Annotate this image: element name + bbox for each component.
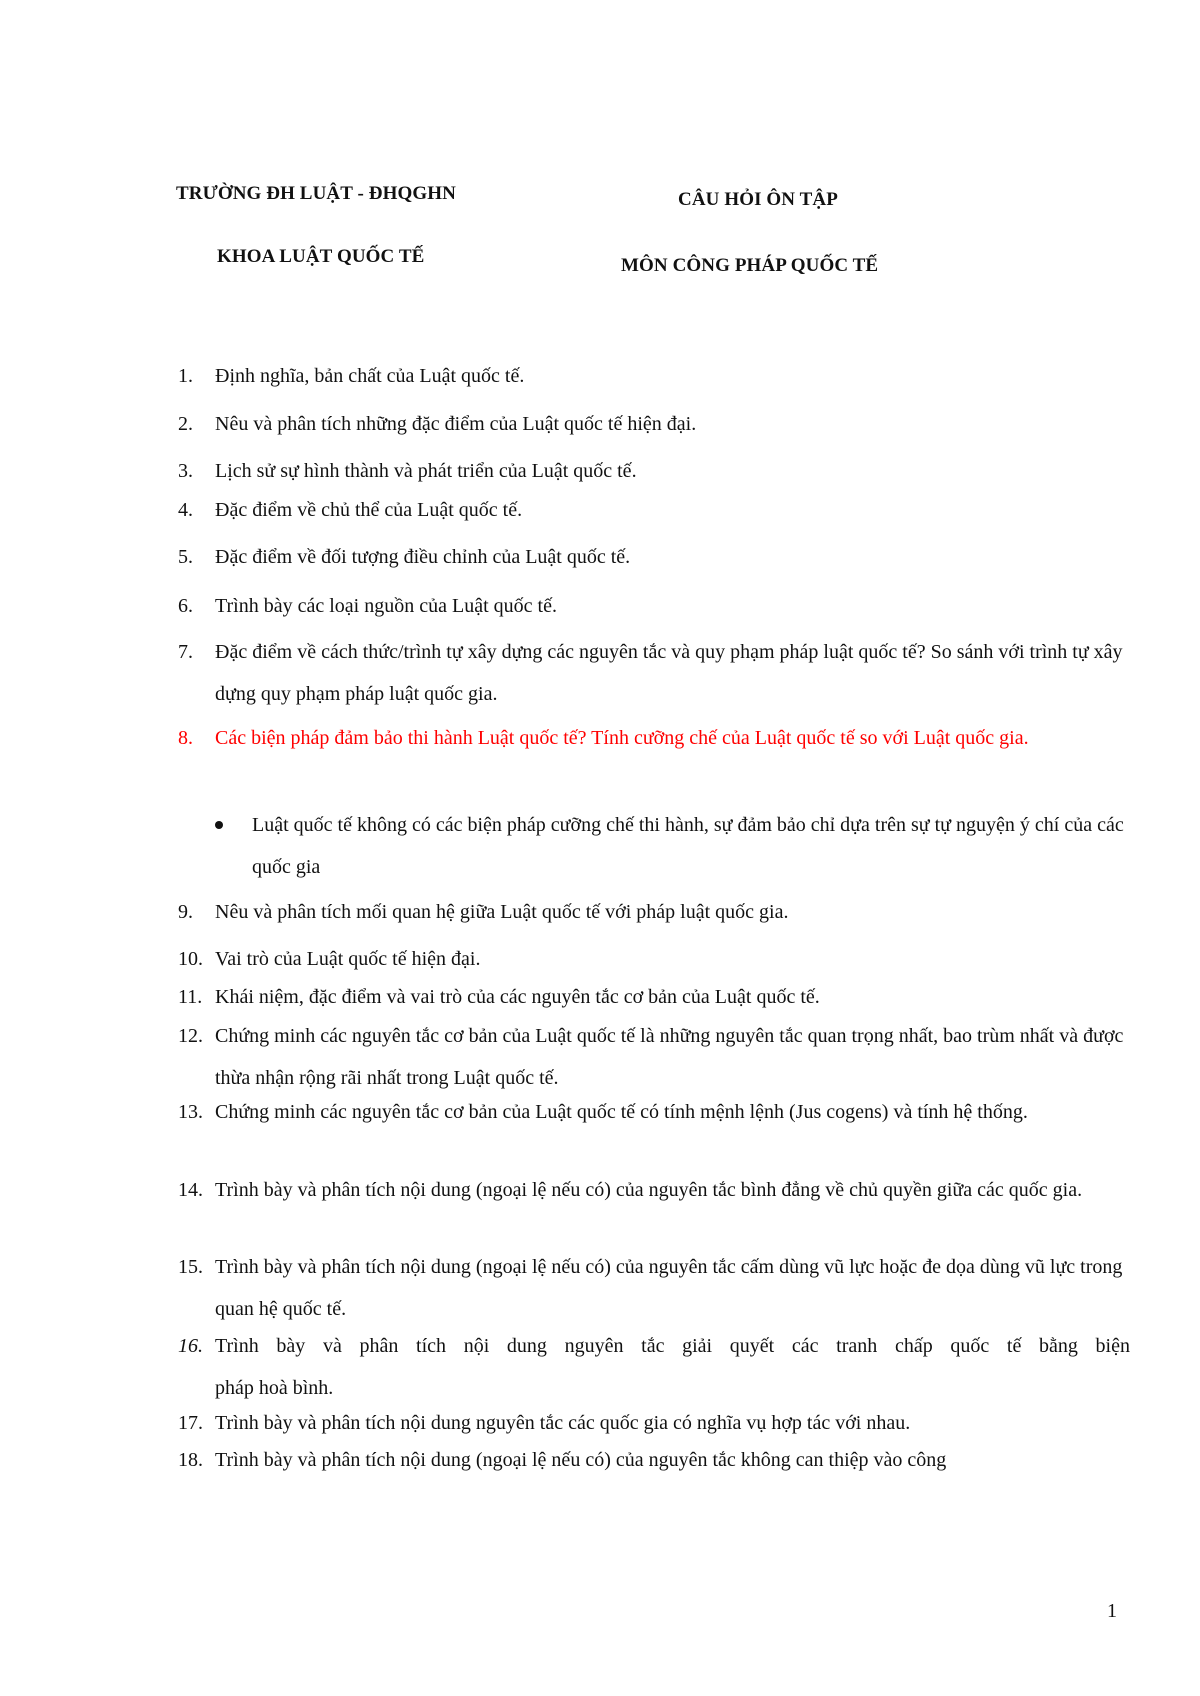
question-item [178,1015,1130,1099]
question-number: 8. [178,727,193,749]
question-item [178,1169,1130,1211]
answer-text: Luật quốc tế không có các biện pháp cưỡng chế thi hành, sự đảm bảo chỉ dựa trên sự tự nguyện ý chí của các quốc gia [252,814,1124,878]
question-text: Các biện pháp đảm bảo thi hành Luật quốc tế? Tính cưỡng chế của Luật quốc tế so với Luật quốc gia. [215,727,1029,749]
question-number: 4. [178,499,193,521]
question-number: 15. [178,1256,203,1278]
question-text: Trình bày và phân tích nội dung nguyên tắc giải quyết các tranh chấp quốc tế bằng biện [215,1335,1130,1357]
question-number: 1. [178,365,193,387]
question-item [178,938,1130,980]
question-item-highlighted [178,717,1130,759]
question-text: Trình bày các loại nguồn của Luật quốc tế. [215,595,557,617]
question-item [178,976,1130,1018]
question-item [178,891,1130,933]
question-number: 13. [178,1101,203,1123]
question-item [178,355,1130,397]
question-text: Vai trò của Luật quốc tế hiện đại. [215,948,481,970]
question-item [178,631,1130,715]
page-number: 1 [1107,1600,1117,1622]
question-text: Trình bày và phân tích nội dung (ngoại lệ nếu có) của nguyên tắc không can thiệp vào công [215,1449,947,1471]
question-text: Định nghĩa, bản chất của Luật quốc tế. [215,365,525,387]
question-text: Khái niệm, đặc điểm và vai trò của các nguyên tắc cơ bản của Luật quốc tế. [215,986,820,1008]
question-text: Trình bày và phân tích nội dung (ngoại lệ nếu có) của nguyên tắc cấm dùng vũ lực hoặc đe dọa dùng vũ lực trong quan hệ quốc tế. [215,1256,1123,1320]
question-item [178,403,1130,445]
header-doc-title: CÂU HỎI ÔN TẬP [678,189,838,210]
question-item [178,1091,1130,1133]
question-text: Nêu và phân tích những đặc điểm của Luật quốc tế hiện đại. [215,413,697,435]
header-subject: MÔN CÔNG PHÁP QUỐC TẾ [621,255,879,276]
question-number: 7. [178,641,193,663]
question-item [178,1246,1130,1330]
question-text: Chứng minh các nguyên tắc cơ bản của Luật quốc tế có tính mệnh lệnh (Jus cogens) và tính hệ thống. [215,1101,1028,1123]
question-text: Đặc điểm về chủ thể của Luật quốc tế. [215,499,523,521]
question-item [178,450,1130,492]
question-number: 12. [178,1025,203,1047]
question-text: Nêu và phân tích mối quan hệ giữa Luật quốc tế với pháp luật quốc gia. [215,901,789,923]
question-text-continued: pháp hoà bình. [215,1377,334,1399]
bullet-icon [215,821,223,829]
question-number: 6. [178,595,193,617]
question-number: 11. [178,986,203,1008]
question-number: 5. [178,546,193,568]
question-number: 16. [178,1335,203,1357]
question-text: Lịch sử sự hình thành và phát triển của Luật quốc tế. [215,460,637,482]
header-university: TRƯỜNG ĐH LUẬT - ĐHQGHN [176,183,456,204]
question-number: 14. [178,1179,203,1201]
question-item [178,489,1130,531]
question-item [178,585,1130,627]
header-faculty: KHOA LUẬT QUỐC TẾ [217,246,425,267]
question-item [178,1439,1130,1481]
answer-bullet [215,804,1130,888]
question-text: Đặc điểm về cách thức/trình tự xây dựng các nguyên tắc và quy phạm pháp luật quốc tế? So sánh với trình tự xây dựng quy phạm pháp luật quốc gia. [215,641,1123,705]
question-number: 9. [178,901,193,923]
question-number: 3. [178,460,193,482]
question-item [178,1402,1130,1444]
question-text: Đặc điểm về đối tượng điều chỉnh của Luật quốc tế. [215,546,631,568]
question-item [178,536,1130,578]
question-text: Trình bày và phân tích nội dung nguyên tắc các quốc gia có nghĩa vụ hợp tác với nhau. [215,1412,911,1434]
question-number: 18. [178,1449,203,1471]
question-item [178,1325,1130,1409]
question-text: Trình bày và phân tích nội dung (ngoại lệ nếu có) của nguyên tắc bình đẳng về chủ quyền giữa các quốc gia. [215,1179,1083,1201]
question-number: 10. [178,948,203,970]
question-number: 17. [178,1412,203,1434]
question-text: Chứng minh các nguyên tắc cơ bản của Luật quốc tế là những nguyên tắc quan trọng nhất, bao trùm nhất và được thừa nhận rộng rãi nhất trong Luật quốc tế. [215,1025,1124,1089]
question-number: 2. [178,413,193,435]
